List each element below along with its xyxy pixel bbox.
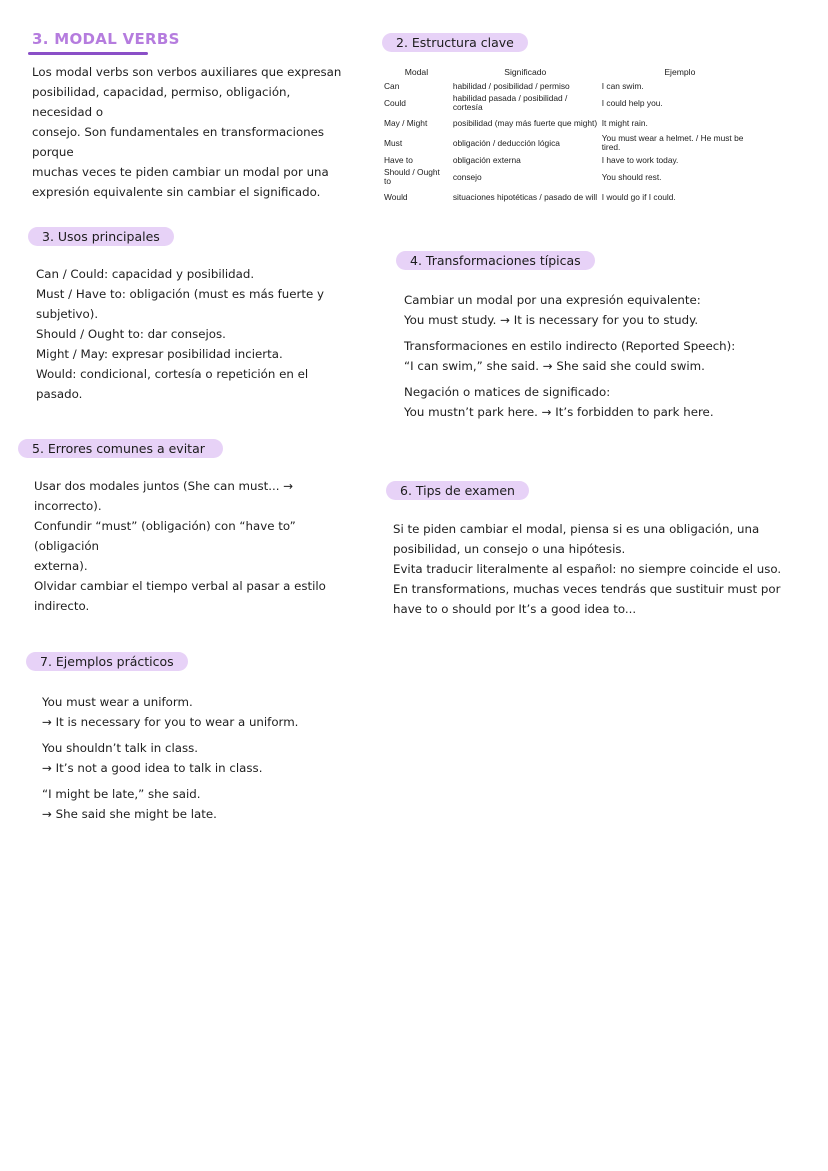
table-cell-significado: obligación externa [452, 154, 521, 165]
table-row [382, 93, 760, 113]
table-row [382, 79, 760, 93]
body-line: Cambiar un modal por una expresión equivalente: [404, 293, 701, 307]
section-6-title: 6. Tips de examen [386, 481, 529, 500]
table-cell-ejemplo: I have to work today. [601, 154, 679, 165]
body-line: Evita traducir literalmente al español: no siempre coincide el uso. [393, 562, 782, 576]
body-line: externa). [34, 559, 88, 573]
body-line: Negación o matices de significado: [404, 385, 611, 399]
modal-structure-table [382, 66, 760, 207]
body-line: “I can swim,” she said. → She said she could swim. [404, 359, 705, 373]
section-2-title: 2. Estructura clave [382, 33, 528, 52]
table-cell-ejemplo: I could help you. [601, 97, 663, 108]
body-line: En transformations, muchas veces tendrás que sustituir must por [393, 582, 781, 596]
section-4-header [396, 250, 595, 270]
body-line: Transformaciones en estilo indirecto (Reported Speech): [404, 339, 736, 353]
section-4-body [404, 290, 814, 422]
table-cell-modal: Must [384, 137, 403, 148]
example-line: You shouldn’t talk in class. [42, 741, 199, 755]
body-line: You mustn’t park here. → It’s forbidden to park here. [404, 405, 714, 419]
section-5-header [18, 438, 223, 458]
section-6-header [386, 480, 529, 500]
intro-line: consejo. Son fundamentales en transformaciones porque [32, 125, 325, 159]
table-row [382, 133, 760, 153]
body-line: Would: condicional, cortesía o repetición en el pasado. [36, 367, 309, 401]
example-line: → She said she might be late. [42, 807, 217, 821]
example-line: You must wear a uniform. [42, 695, 193, 709]
example-line: → It’s not a good idea to talk in class. [42, 761, 263, 775]
section-3-title: 3. Usos principales [28, 227, 174, 246]
page-title: 3. MODAL VERBS [32, 30, 180, 48]
table-cell-significado: situaciones hipotéticas / pasado de will [452, 191, 598, 202]
section-6-body [393, 519, 818, 619]
table-cell-ejemplo: I can swim. [601, 80, 644, 91]
body-line: Must / Have to: obligación (must es más fuerte y [36, 287, 324, 301]
body-line: Might / May: expresar posibilidad incierta. [36, 347, 283, 361]
section-3-body [36, 264, 356, 404]
table-cell-modal: Have to [384, 154, 413, 165]
body-line: Olvidar cambiar el tiempo verbal al pasar a estilo [34, 579, 326, 593]
table-cell-significado: habilidad pasada / posibilidad / cortesía [452, 93, 568, 112]
column-header-ejemplo: Ejemplo [664, 67, 696, 77]
title-underline [28, 52, 148, 55]
table-cell-modal: Can [384, 80, 400, 91]
table-cell-ejemplo: I would go if I could. [601, 191, 676, 202]
table-cell-modal: Should / Ought to [384, 167, 440, 186]
section-7-header [26, 651, 188, 671]
table-row [382, 167, 760, 187]
section-7-body [42, 692, 362, 824]
body-line: have to o should por It’s a good idea to... [393, 602, 637, 616]
table-cell-ejemplo: You must wear a helmet. / He must be tired. [601, 133, 744, 152]
table-cell-ejemplo: It might rain. [601, 117, 648, 128]
body-line: indirecto. [34, 599, 90, 613]
intro-text [32, 62, 352, 202]
body-line: subjetivo). [36, 307, 99, 321]
body-line: Should / Ought to: dar consejos. [36, 327, 226, 341]
table-cell-modal: Could [384, 97, 406, 108]
table-cell-modal: May / Might [384, 117, 428, 128]
section-2-header [382, 32, 528, 52]
table-row [382, 113, 760, 133]
column-header-modal: Modal [404, 67, 429, 77]
section-5-body [34, 476, 364, 616]
example-line: “I might be late,” she said. [42, 787, 201, 801]
body-line: incorrecto). [34, 499, 102, 513]
table-cell-significado: habilidad / posibilidad / permiso [452, 80, 570, 91]
table-row [382, 187, 760, 207]
section-3-header [28, 226, 174, 246]
body-line: You must study. → It is necessary for you to study. [404, 313, 699, 327]
section-4-title: 4. Transformaciones típicas [396, 251, 595, 270]
example-line: → It is necessary for you to wear a uniform. [42, 715, 299, 729]
intro-line: expresión equivalente sin cambiar el significado. [32, 185, 321, 199]
table-cell-significado: consejo [452, 171, 482, 182]
body-line: Can / Could: capacidad y posibilidad. [36, 267, 255, 281]
table-cell-ejemplo: You should rest. [601, 171, 662, 182]
body-line: posibilidad, un consejo o una hipótesis. [393, 542, 626, 556]
table-header-row [382, 66, 760, 79]
body-line: Usar dos modales juntos (She can must... → [34, 479, 294, 493]
table-row [382, 153, 760, 167]
table-cell-modal: Would [384, 191, 408, 202]
section-7-title: 7. Ejemplos prácticos [26, 652, 188, 671]
intro-line: posibilidad, capacidad, permiso, obligación, necesidad o [32, 85, 291, 119]
intro-line: Los modal verbs son verbos auxiliares que expresan [32, 65, 342, 79]
body-line: Confundir “must” (obligación) con “have to” (obligación [34, 519, 296, 553]
body-line: Si te piden cambiar el modal, piensa si es una obligación, una [393, 522, 760, 536]
intro-line: muchas veces te piden cambiar un modal por una [32, 165, 329, 179]
section-5-title: 5. Errores comunes a evitar [18, 439, 223, 458]
column-header-significado: Significado [504, 67, 547, 77]
table-cell-significado: posibilidad (may más fuerte que might) [452, 117, 598, 128]
table-cell-significado: obligación / deducción lógica [452, 137, 560, 148]
